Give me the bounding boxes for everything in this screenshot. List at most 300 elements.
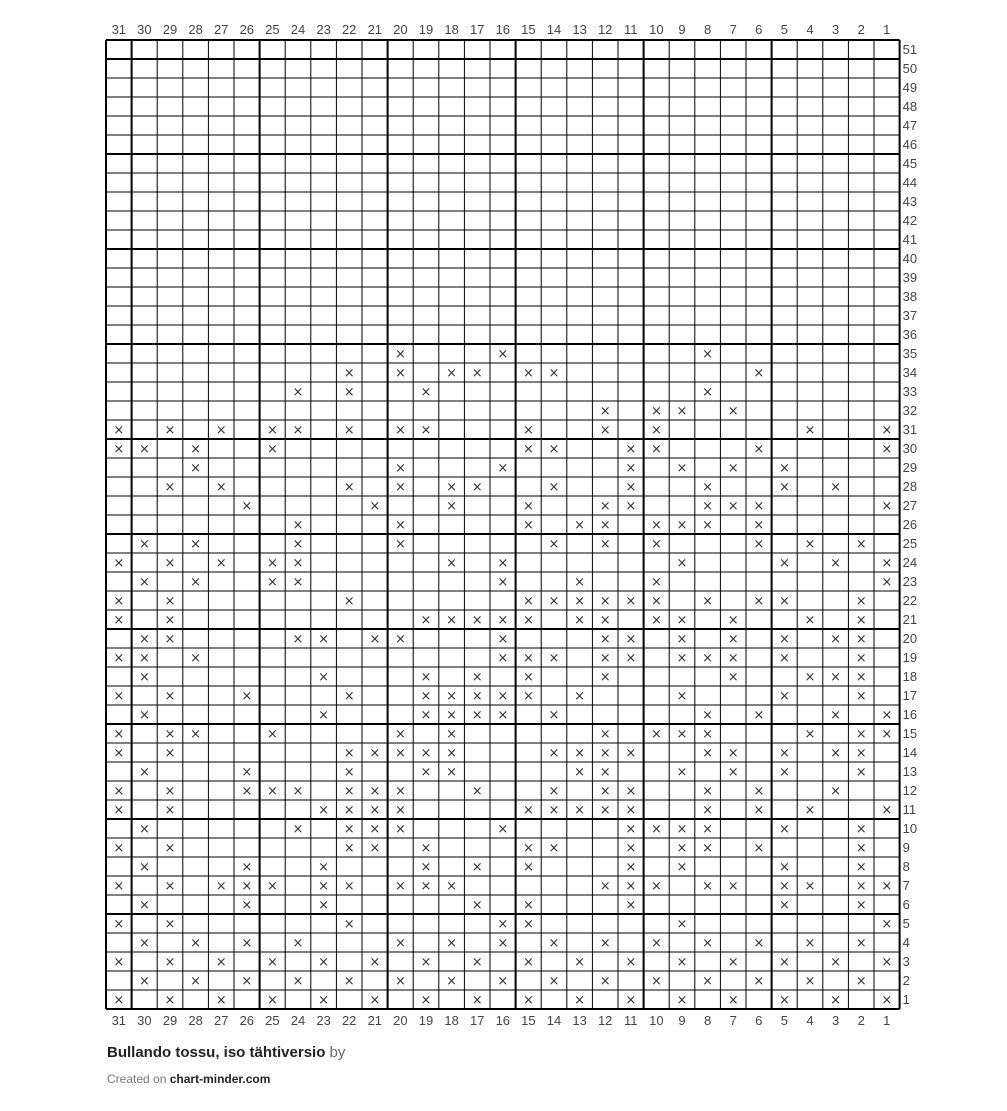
site-link[interactable]: chart-minder.com <box>169 1072 271 1086</box>
stitch-symbol-cross: × <box>394 974 406 989</box>
stitch-symbol-cross: × <box>676 955 688 970</box>
row-number: 5 <box>902 916 910 931</box>
column-number-bottom: 28 <box>188 1013 203 1028</box>
row-number: 3 <box>902 954 910 969</box>
stitch-symbol-cross: × <box>599 537 611 552</box>
stitch-symbol-cross: × <box>471 366 483 381</box>
stitch-symbol-cross: × <box>727 955 739 970</box>
stitch-symbol-cross: × <box>215 993 227 1008</box>
stitch-symbol-cross: × <box>855 898 867 913</box>
row-number: 2 <box>902 973 910 988</box>
stitch-symbol-cross: × <box>881 727 893 742</box>
stitch-symbol-cross: × <box>164 955 176 970</box>
stitch-symbol-cross: × <box>266 727 278 742</box>
stitch-symbol-cross: × <box>164 689 176 704</box>
column-number-bottom: 8 <box>703 1013 712 1028</box>
stitch-symbol-cross: × <box>599 404 611 419</box>
stitch-symbol-cross: × <box>190 727 202 742</box>
stitch-symbol-cross: × <box>343 689 355 704</box>
stitch-symbol-cross: × <box>522 518 534 533</box>
stitch-symbol-cross: × <box>164 879 176 894</box>
chart-title: Bullando tossu, iso tähtiversio <box>107 1044 326 1061</box>
stitch-symbol-cross: × <box>650 518 662 533</box>
stitch-symbol-cross: × <box>702 936 714 951</box>
stitch-symbol-cross: × <box>855 822 867 837</box>
stitch-symbol-cross: × <box>522 613 534 628</box>
stitch-symbol-cross: × <box>394 727 406 742</box>
stitch-symbol-cross: × <box>292 556 304 571</box>
stitch-symbol-cross: × <box>497 613 509 628</box>
stitch-symbol-cross: × <box>676 993 688 1008</box>
stitch-symbol-cross: × <box>471 613 483 628</box>
column-number-bottom: 3 <box>831 1013 840 1028</box>
stitch-symbol-cross: × <box>190 442 202 457</box>
stitch-symbol-cross: × <box>778 480 790 495</box>
column-number-bottom: 13 <box>572 1013 587 1028</box>
stitch-symbol-cross: × <box>420 765 432 780</box>
stitch-symbol-cross: × <box>855 594 867 609</box>
stitch-symbol-cross: × <box>343 423 355 438</box>
row-number: 42 <box>902 213 918 228</box>
stitch-symbol-cross: × <box>702 480 714 495</box>
column-number-top: 16 <box>495 22 511 37</box>
stitch-symbol-cross: × <box>753 803 765 818</box>
column-number-top: 14 <box>546 22 562 37</box>
stitch-symbol-cross: × <box>164 480 176 495</box>
stitch-symbol-cross: × <box>702 651 714 666</box>
stitch-symbol-cross: × <box>702 879 714 894</box>
stitch-symbol-cross: × <box>497 556 509 571</box>
row-number: 38 <box>902 289 918 304</box>
stitch-symbol-cross: × <box>292 784 304 799</box>
stitch-symbol-cross: × <box>625 632 637 647</box>
stitch-symbol-cross: × <box>804 537 816 552</box>
column-number-bottom: 23 <box>316 1013 331 1028</box>
stitch-symbol-cross: × <box>830 708 842 723</box>
stitch-symbol-cross: × <box>446 765 458 780</box>
stitch-symbol-cross: × <box>343 803 355 818</box>
stitch-symbol-cross: × <box>522 860 534 875</box>
stitch-symbol-cross: × <box>369 632 381 647</box>
stitch-symbol-cross: × <box>625 594 637 609</box>
stitch-symbol-cross: × <box>471 993 483 1008</box>
stitch-symbol-cross: × <box>292 936 304 951</box>
stitch-symbol-cross: × <box>881 442 893 457</box>
stitch-symbol-cross: × <box>318 955 330 970</box>
stitch-symbol-cross: × <box>292 518 304 533</box>
stitch-symbol-cross: × <box>394 803 406 818</box>
stitch-symbol-cross: × <box>753 366 765 381</box>
stitch-symbol-cross: × <box>599 803 611 818</box>
stitch-symbol-cross: × <box>446 879 458 894</box>
stitch-symbol-cross: × <box>676 727 688 742</box>
stitch-symbol-cross: × <box>113 803 125 818</box>
stitch-symbol-cross: × <box>778 689 790 704</box>
stitch-symbol-cross: × <box>420 385 432 400</box>
stitch-symbol-cross: × <box>574 689 586 704</box>
stitch-symbol-cross: × <box>753 784 765 799</box>
column-number-top: 15 <box>521 22 536 37</box>
stitch-symbol-cross: × <box>599 594 611 609</box>
stitch-symbol-cross: × <box>727 670 739 685</box>
stitch-symbol-cross: × <box>881 803 893 818</box>
stitch-symbol-cross: × <box>113 784 125 799</box>
stitch-symbol-cross: × <box>778 898 790 913</box>
stitch-symbol-cross: × <box>650 879 662 894</box>
stitch-symbol-cross: × <box>830 955 842 970</box>
column-number-bottom: 4 <box>806 1013 814 1028</box>
stitch-symbol-cross: × <box>778 879 790 894</box>
column-number-bottom: 24 <box>290 1013 306 1028</box>
column-number-top: 18 <box>444 22 459 37</box>
stitch-symbol-cross: × <box>420 841 432 856</box>
stitch-symbol-cross: × <box>471 689 483 704</box>
row-number: 6 <box>902 897 910 912</box>
stitch-symbol-cross: × <box>164 727 176 742</box>
stitch-symbol-cross: × <box>753 442 765 457</box>
row-number: 7 <box>902 878 910 893</box>
stitch-symbol-cross: × <box>164 594 176 609</box>
stitch-symbol-cross: × <box>625 841 637 856</box>
stitch-symbol-cross: × <box>676 841 688 856</box>
stitch-symbol-cross: × <box>522 898 534 913</box>
stitch-symbol-cross: × <box>548 936 560 951</box>
stitch-symbol-cross: × <box>420 423 432 438</box>
stitch-symbol-cross: × <box>420 955 432 970</box>
stitch-symbol-cross: × <box>446 556 458 571</box>
stitch-symbol-cross: × <box>369 841 381 856</box>
stitch-symbol-cross: × <box>138 822 150 837</box>
stitch-symbol-cross: × <box>138 708 150 723</box>
stitch-symbol-cross: × <box>343 917 355 932</box>
stitch-symbol-cross: × <box>522 594 534 609</box>
row-number: 27 <box>902 498 918 513</box>
stitch-symbol-cross: × <box>702 746 714 761</box>
stitch-symbol-cross: × <box>599 651 611 666</box>
stitch-symbol-cross: × <box>318 632 330 647</box>
stitch-symbol-cross: × <box>625 499 637 514</box>
column-number-top: 28 <box>188 22 203 37</box>
chart-author-by: by <box>329 1044 346 1061</box>
stitch-symbol-cross: × <box>343 366 355 381</box>
row-number: 16 <box>902 707 918 722</box>
column-number-bottom: 14 <box>546 1013 562 1028</box>
stitch-symbol-cross: × <box>676 461 688 476</box>
stitch-symbol-cross: × <box>394 879 406 894</box>
stitch-symbol-cross: × <box>138 632 150 647</box>
row-number: 28 <box>902 479 918 494</box>
stitch-symbol-cross: × <box>113 993 125 1008</box>
stitch-symbol-cross: × <box>804 670 816 685</box>
stitch-symbol-cross: × <box>215 480 227 495</box>
stitch-symbol-cross: × <box>446 936 458 951</box>
stitch-symbol-cross: × <box>855 860 867 875</box>
row-number: 50 <box>902 61 918 76</box>
stitch-symbol-cross: × <box>753 537 765 552</box>
stitch-symbol-cross: × <box>548 594 560 609</box>
stitch-symbol-cross: × <box>778 993 790 1008</box>
stitch-symbol-cross: × <box>343 879 355 894</box>
stitch-symbol-cross: × <box>855 537 867 552</box>
row-number: 41 <box>902 232 918 247</box>
stitch-symbol-cross: × <box>446 708 458 723</box>
row-number: 13 <box>902 764 918 779</box>
stitch-symbol-cross: × <box>650 442 662 457</box>
stitch-symbol-cross: × <box>522 670 534 685</box>
stitch-symbol-cross: × <box>164 993 176 1008</box>
stitch-symbol-cross: × <box>420 613 432 628</box>
stitch-symbol-cross: × <box>394 423 406 438</box>
stitch-symbol-cross: × <box>318 670 330 685</box>
column-number-top: 24 <box>290 22 306 37</box>
stitch-symbol-cross: × <box>113 727 125 742</box>
stitch-symbol-cross: × <box>625 461 637 476</box>
stitch-symbol-cross: × <box>855 974 867 989</box>
column-number-top: 29 <box>162 22 178 37</box>
stitch-symbol-cross: × <box>650 613 662 628</box>
stitch-symbol-cross: × <box>190 936 202 951</box>
stitch-symbol-cross: × <box>241 765 253 780</box>
stitch-symbol-cross: × <box>164 746 176 761</box>
row-number: 9 <box>902 840 910 855</box>
stitch-symbol-cross: × <box>164 613 176 628</box>
stitch-symbol-cross: × <box>394 784 406 799</box>
stitch-symbol-cross: × <box>113 689 125 704</box>
stitch-symbol-cross: × <box>625 442 637 457</box>
stitch-symbol-cross: × <box>394 632 406 647</box>
stitch-symbol-cross: × <box>548 480 560 495</box>
stitch-symbol-cross: × <box>138 537 150 552</box>
stitch-symbol-cross: × <box>343 974 355 989</box>
column-number-top: 5 <box>780 22 789 37</box>
stitch-symbol-cross: × <box>650 423 662 438</box>
stitch-symbol-cross: × <box>446 746 458 761</box>
row-number: 49 <box>902 80 918 95</box>
stitch-symbol-cross: × <box>599 423 611 438</box>
stitch-symbol-cross: × <box>138 442 150 457</box>
stitch-symbol-cross: × <box>548 803 560 818</box>
stitch-symbol-cross: × <box>471 860 483 875</box>
column-number-top: 26 <box>239 22 255 37</box>
stitch-symbol-cross: × <box>676 917 688 932</box>
stitch-symbol-cross: × <box>343 841 355 856</box>
stitch-symbol-cross: × <box>753 499 765 514</box>
stitch-symbol-cross: × <box>599 936 611 951</box>
stitch-symbol-cross: × <box>676 613 688 628</box>
stitch-symbol-cross: × <box>625 746 637 761</box>
stitch-symbol-cross: × <box>574 746 586 761</box>
stitch-symbol-cross: × <box>625 898 637 913</box>
stitch-symbol-cross: × <box>113 442 125 457</box>
stitch-symbol-cross: × <box>650 822 662 837</box>
stitch-symbol-cross: × <box>164 803 176 818</box>
stitch-symbol-cross: × <box>497 708 509 723</box>
stitch-symbol-cross: × <box>497 347 509 362</box>
stitch-symbol-cross: × <box>804 974 816 989</box>
stitch-symbol-cross: × <box>394 347 406 362</box>
stitch-symbol-cross: × <box>420 670 432 685</box>
stitch-symbol-cross: × <box>369 822 381 837</box>
column-number-bottom: 11 <box>624 1013 638 1028</box>
row-number: 32 <box>902 403 918 418</box>
stitch-symbol-cross: × <box>420 879 432 894</box>
column-number-top: 21 <box>367 22 383 37</box>
stitch-symbol-cross: × <box>138 974 150 989</box>
stitch-symbol-cross: × <box>164 784 176 799</box>
stitch-symbol-cross: × <box>625 860 637 875</box>
stitch-symbol-cross: × <box>190 461 202 476</box>
stitch-symbol-cross: × <box>548 651 560 666</box>
stitch-symbol-cross: × <box>599 670 611 685</box>
stitch-symbol-cross: × <box>138 575 150 590</box>
stitch-symbol-cross: × <box>753 974 765 989</box>
stitch-symbol-cross: × <box>113 556 125 571</box>
row-number: 33 <box>902 384 918 399</box>
stitch-symbol-cross: × <box>599 974 611 989</box>
column-number-bottom: 15 <box>521 1013 536 1028</box>
stitch-symbol-cross: × <box>676 556 688 571</box>
stitch-symbol-cross: × <box>266 955 278 970</box>
stitch-symbol-cross: × <box>394 518 406 533</box>
column-number-top: 19 <box>418 22 434 37</box>
stitch-symbol-cross: × <box>599 879 611 894</box>
stitch-symbol-cross: × <box>471 784 483 799</box>
stitch-symbol-cross: × <box>497 461 509 476</box>
column-number-top: 22 <box>341 22 357 37</box>
row-number: 39 <box>902 270 918 285</box>
stitch-symbol-cross: × <box>266 993 278 1008</box>
stitch-symbol-cross: × <box>574 955 586 970</box>
row-number: 46 <box>902 137 918 152</box>
column-number-top: 9 <box>678 22 686 37</box>
row-number: 36 <box>902 327 918 342</box>
stitch-symbol-cross: × <box>343 746 355 761</box>
column-number-bottom: 18 <box>444 1013 459 1028</box>
stitch-symbol-cross: × <box>138 860 150 875</box>
stitch-symbol-cross: × <box>702 499 714 514</box>
column-number-top: 31 <box>111 22 127 37</box>
stitch-symbol-cross: × <box>497 689 509 704</box>
stitch-symbol-cross: × <box>113 613 125 628</box>
stitch-symbol-cross: × <box>266 575 278 590</box>
stitch-symbol-cross: × <box>599 784 611 799</box>
column-number-bottom: 9 <box>678 1013 686 1028</box>
column-number-top: 30 <box>137 22 152 37</box>
stitch-symbol-cross: × <box>804 727 816 742</box>
stitch-symbol-cross: × <box>497 651 509 666</box>
column-number-bottom: 19 <box>418 1013 434 1028</box>
row-number: 37 <box>902 308 918 323</box>
stitch-symbol-cross: × <box>778 860 790 875</box>
column-number-bottom: 12 <box>597 1013 613 1028</box>
row-number: 48 <box>902 99 918 114</box>
stitch-symbol-cross: × <box>676 518 688 533</box>
stitch-symbol-cross: × <box>727 746 739 761</box>
stitch-symbol-cross: × <box>522 651 534 666</box>
stitch-symbol-cross: × <box>138 765 150 780</box>
stitch-symbol-cross: × <box>497 974 509 989</box>
stitch-symbol-cross: × <box>446 727 458 742</box>
created-on-label: Created on <box>107 1072 167 1086</box>
stitch-symbol-cross: × <box>855 632 867 647</box>
stitch-symbol-cross: × <box>702 822 714 837</box>
stitch-symbol-cross: × <box>702 803 714 818</box>
stitch-symbol-cross: × <box>881 423 893 438</box>
stitch-symbol-cross: × <box>830 556 842 571</box>
row-number: 31 <box>902 422 918 437</box>
stitch-symbol-cross: × <box>522 803 534 818</box>
stitch-symbol-cross: × <box>625 480 637 495</box>
stitch-symbol-cross: × <box>113 955 125 970</box>
stitch-symbol-cross: × <box>369 499 381 514</box>
stitch-symbol-cross: × <box>190 974 202 989</box>
stitch-symbol-cross: × <box>522 841 534 856</box>
stitch-symbol-cross: × <box>420 860 432 875</box>
stitch-symbol-cross: × <box>676 689 688 704</box>
stitch-symbol-cross: × <box>702 784 714 799</box>
stitch-symbol-cross: × <box>420 708 432 723</box>
column-number-bottom: 1 <box>883 1013 891 1028</box>
row-number: 40 <box>902 251 918 266</box>
stitch-symbol-cross: × <box>113 879 125 894</box>
stitch-symbol-cross: × <box>394 480 406 495</box>
stitch-symbol-cross: × <box>625 784 637 799</box>
stitch-symbol-cross: × <box>625 879 637 894</box>
stitch-symbol-cross: × <box>804 613 816 628</box>
stitch-symbol-cross: × <box>778 765 790 780</box>
stitch-symbol-cross: × <box>266 423 278 438</box>
stitch-symbol-cross: × <box>241 499 253 514</box>
stitch-symbol-cross: × <box>113 651 125 666</box>
stitch-symbol-cross: × <box>650 537 662 552</box>
column-number-bottom: 26 <box>239 1013 255 1028</box>
row-number: 29 <box>902 460 918 475</box>
stitch-symbol-cross: × <box>548 366 560 381</box>
stitch-symbol-cross: × <box>113 917 125 932</box>
row-number: 1 <box>902 992 910 1007</box>
credit-line <box>107 1072 270 1086</box>
stitch-symbol-cross: × <box>753 518 765 533</box>
stitch-symbol-cross: × <box>394 746 406 761</box>
stitch-symbol-cross: × <box>497 917 509 932</box>
column-number-bottom: 29 <box>162 1013 178 1028</box>
stitch-symbol-cross: × <box>241 898 253 913</box>
stitch-symbol-cross: × <box>113 423 125 438</box>
stitch-symbol-cross: × <box>343 822 355 837</box>
stitch-symbol-cross: × <box>138 936 150 951</box>
stitch-symbol-cross: × <box>778 556 790 571</box>
row-number: 51 <box>902 42 918 57</box>
row-number: 25 <box>902 536 918 551</box>
column-number-bottom: 27 <box>213 1013 229 1028</box>
stitch-symbol-cross: × <box>881 556 893 571</box>
stitch-symbol-cross: × <box>625 955 637 970</box>
stitch-symbol-cross: × <box>497 632 509 647</box>
column-number-top: 13 <box>572 22 587 37</box>
stitch-symbol-cross: × <box>574 803 586 818</box>
stitch-symbol-cross: × <box>881 708 893 723</box>
stitch-symbol-cross: × <box>241 974 253 989</box>
stitch-symbol-cross: × <box>727 632 739 647</box>
stitch-symbol-cross: × <box>676 632 688 647</box>
column-number-bottom: 10 <box>649 1013 664 1028</box>
stitch-symbol-cross: × <box>727 499 739 514</box>
row-number: 14 <box>902 745 918 760</box>
stitch-symbol-cross: × <box>574 993 586 1008</box>
row-number: 24 <box>902 555 918 570</box>
row-number: 19 <box>902 650 918 665</box>
stitch-symbol-cross: × <box>292 537 304 552</box>
